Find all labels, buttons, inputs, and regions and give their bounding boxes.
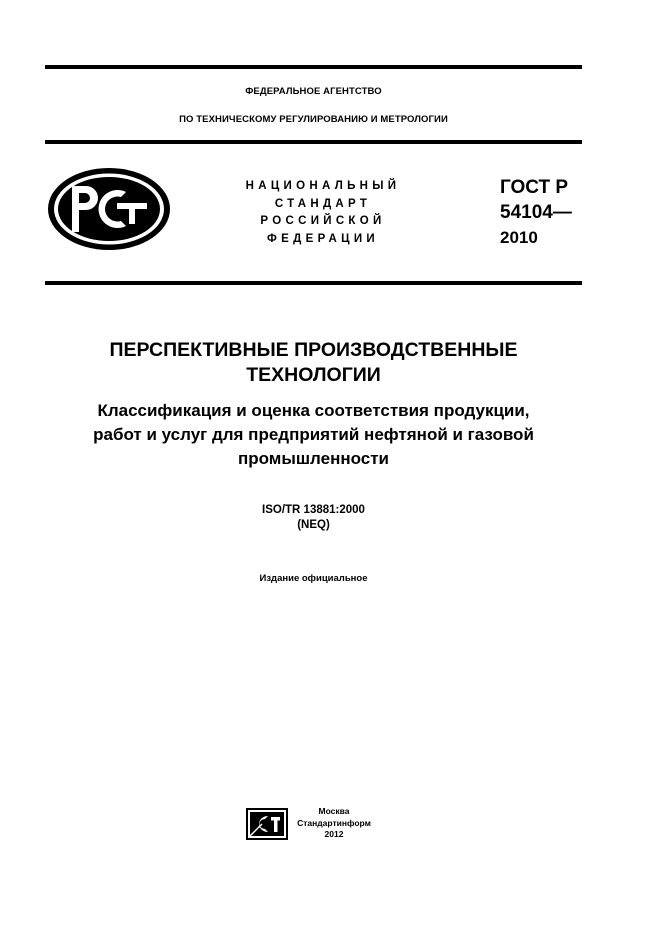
document-subtitle xyxy=(30,399,597,471)
designation-number: 54104— xyxy=(500,202,572,223)
header-rule xyxy=(45,140,582,144)
standard-type-block xyxy=(218,178,428,248)
designation-prefix: ГОСТ Р xyxy=(500,177,569,198)
title-line-2: ТЕХНОЛОГИИ xyxy=(246,364,381,386)
subtitle-line-1: Классификация и оценка соответствия продукции, xyxy=(97,401,530,420)
publisher-city: Москва xyxy=(318,806,350,816)
top-rule xyxy=(45,65,582,69)
standard-type-line-2: СТАНДАРТ xyxy=(274,197,372,210)
agency-name-line-2: ПО ТЕХНИЧЕСКОМУ РЕГУЛИРОВАНИЮ И МЕТРОЛОГИИ xyxy=(179,114,448,125)
publisher-info xyxy=(293,806,375,841)
standard-designation xyxy=(500,175,572,250)
subtitle-line-3: промышленности xyxy=(237,449,390,468)
iso-reference xyxy=(45,503,582,533)
iso-number: ISO/TR 13881:2000 xyxy=(262,504,365,516)
title-line-1: ПЕРСПЕКТИВНЫЕ ПРОИЗВОДСТВЕННЫЕ xyxy=(109,339,518,361)
edition-label: Издание официальное xyxy=(259,573,368,584)
designation-year: 2010 xyxy=(500,228,538,247)
document-title xyxy=(45,338,582,388)
iso-equivalence: (NEQ) xyxy=(297,519,330,531)
rst-certification-mark-icon xyxy=(46,166,172,252)
standard-type-line-1: НАЦИОНАЛЬНЫЙ xyxy=(245,180,401,192)
subtitle-line-2: работ и услуг для предприятий нефтяной и газовой xyxy=(93,425,534,444)
publisher-year: 2012 xyxy=(324,829,344,839)
standard-type-line-4: ФЕДЕРАЦИИ xyxy=(267,232,379,245)
publisher-name: Стандартинформ xyxy=(297,817,371,828)
standard-type-line-3: РОССИЙСКОЙ xyxy=(260,215,386,227)
agency-name-line-1: ФЕДЕРАЛЬНОЕ АГЕНТСТВО xyxy=(245,86,382,97)
designation-rule xyxy=(45,281,582,285)
standartinform-logo-icon xyxy=(246,808,288,840)
